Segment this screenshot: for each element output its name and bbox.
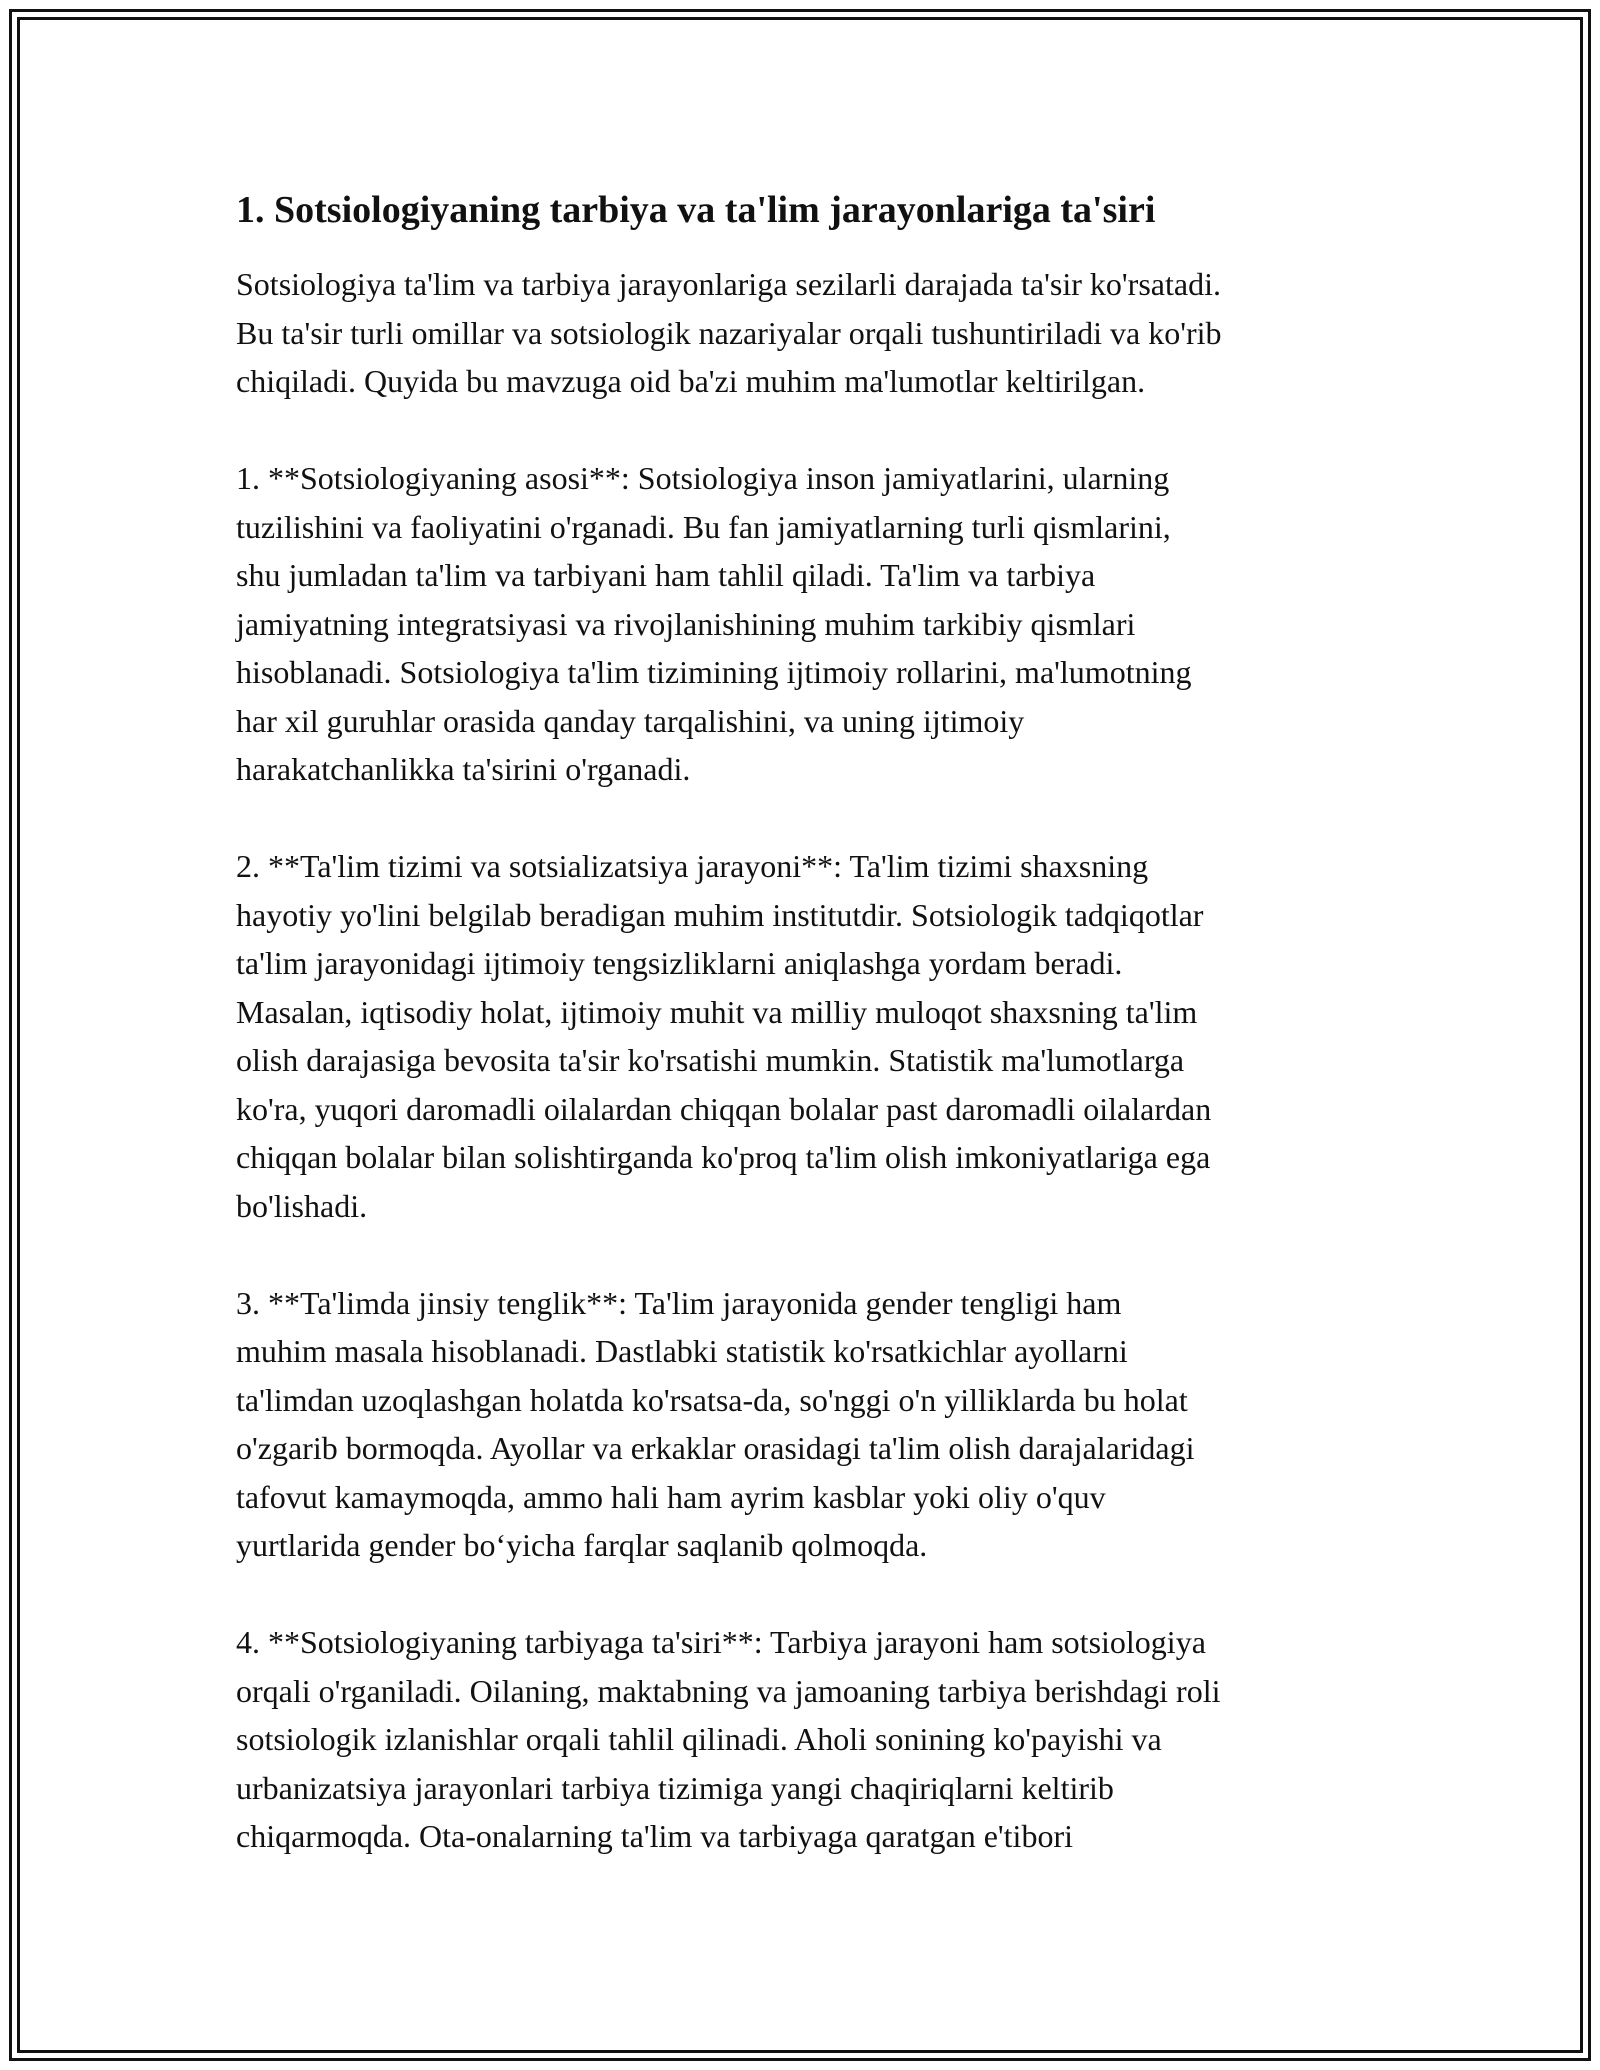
paragraph-upbringing: 4. **Sotsiologiyaning tarbiyaga ta'siri**: Tarbiya jarayoni ham sotsiologiya orqali o'rganiladi. Oilaning, maktabning va jamoaning tarbiya berishdagi roli sotsiologik izlanishlar orqali tahlil qilinadi. Aholi sonining ko'payishi va urbanizatsiya jarayonlari tarbiya tizimiga yangi chaqiriqlarni keltirib chiqarmoqda. Ota-onalarning ta'lim va tarbiyaga qaratgan e'tibori: [236, 1624, 1221, 1854]
paragraph-gender-equality: 3. **Ta'limda jinsiy tenglik**: Ta'lim jarayonida gender tengligi ham muhim masala hisoblanadi. Dastlabki statistik ko'rsatkichlar ayollarni ta'limdan uzoqlashgan holatda ko'rsatsa-da, so'nggi o'n yilliklarda bu holat o'zgarib bormoqda. Ayollar va erkaklar orasidagi ta'lim olish darajalaridagi tafovut kamaymoqda, ammo hali ham ayrim kasblar yoki oliy o'quv yurtlarida gender bo‘yicha farqlar saqlanib qolmoqda.: [236, 1284, 1195, 1563]
paragraph-sociology-basis: 1. **Sotsiologiyaning asosi**: Sotsiologiya inson jamiyatlarini, ularning tuzilishini va faoliyatini o'rganadi. Bu fan jamiyatlarning turli qismlarini, shu jumladan ta'lim va tarbiyani ham tahlil qiladi. Ta'lim va tarbiya jamiyatning integratsiyasi va rivojlanishining muhim tarkibiy qismlari hisoblanadi. Sotsiologiya ta'lim tizimining ijtimoiy rollarini, ma'lumotning har xil guruhlar orasida qanday tarqalishini, va uning ijtimoiy harakatchanlikka ta'sirini o'rganadi.: [236, 460, 1192, 787]
document-body: [236, 186, 1386, 1909]
section-title: 1. Sotsiologiyaning tarbiya va ta'lim jarayonlariga ta'siri: [236, 189, 1156, 231]
paragraph-education-system: 2. **Ta'lim tizimi va sotsializatsiya jarayoni**: Ta'lim tizimi shaxsning hayotiy yo'lini belgilab beradigan muhim institutdir. Sotsiologik tadqiqotlar ta'lim jarayonidagi ijtimoiy tengsizliklarni aniqlashga yordam beradi. Masalan, iqtisodiy holat, ijtimoiy muhit va milliy muloqot shaxsning ta'lim olish darajasiga bevosita ta'sir ko'rsatishi mumkin. Statistik ma'lumotlarga ko'ra, yuqori daromadli oilalardan chiqqan bolalar past daromadli oilalardan chiqqan bolalar bilan solishtirganda ko'proq ta'lim olish imkoniyatlariga ega bo'lishadi.: [236, 848, 1212, 1224]
intro-paragraph: Sotsiologiya ta'lim va tarbiya jarayonlariga sezilarli darajada ta'sir ko'rsatadi. Bu ta'sir turli omillar va sotsiologik nazariyalar orqali tushuntiriladi va ko'rib chiqiladi. Quyida bu mavzuga oid ba'zi muhim ma'lumotlar keltirilgan.: [236, 266, 1222, 399]
